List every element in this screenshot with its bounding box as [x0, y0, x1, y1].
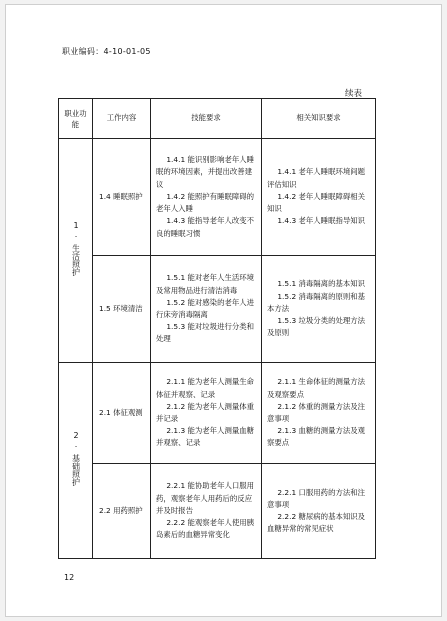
work-content: 1.5 环境清洁 [93, 256, 151, 363]
knowledge-cell [262, 139, 376, 256]
work-content: 2.1 体征观测 [93, 363, 151, 464]
knowledge-cell [262, 464, 376, 559]
knowledge-item: 2.2.1 口服用药的方法和注意事项 [267, 487, 366, 509]
occupation-code: 职业编码：4-10-01-05 [62, 47, 151, 56]
work-content: 2.2 用药照护 [93, 464, 151, 559]
header-skills: 技能要求 [151, 99, 262, 139]
skill-item: 1.5.3 能对垃圾进行分类和处理 [156, 322, 255, 344]
work-content: 1.4 睡眠照护 [93, 139, 151, 256]
knowledge-item: 1.5.3 垃圾分类的处理方法及原则 [267, 316, 366, 338]
knowledge-cell [262, 363, 376, 464]
page-number: 12 [64, 573, 75, 582]
skill-item: 2.1.3 能为老年人测量血糖并观察、记录 [156, 426, 255, 448]
category-name: 基础照护 [71, 453, 81, 486]
skills-cell [151, 464, 262, 559]
skill-item: 1.4.2 能照护有睡眠障碍的老年人入睡 [156, 191, 255, 214]
skill-item: 1.5.1 能对老年人生活环境及常用物品进行清洁消毒 [156, 273, 255, 295]
knowledge-item: 1.5.2 消毒隔离的原则和基本方法 [267, 291, 366, 313]
skill-item: 1.4.1 能识别影响老年人睡眠的环境因素，并提出改善建议 [156, 155, 255, 189]
skill-item: 2.1.1 能为老年人测量生命体征并观察、记录 [156, 377, 255, 399]
knowledge-item: 2.1.2 体重的测量方法及注意事项 [267, 401, 366, 423]
knowledge-cell [262, 256, 376, 363]
table-row [59, 139, 376, 256]
skill-item: 2.1.2 能为老年人测量体重并记录 [156, 401, 255, 423]
knowledge-item: 2.1.1 生命体征的测量方法及观察要点 [267, 377, 366, 399]
table-row [59, 363, 376, 464]
knowledge-item: 2.1.3 血糖的测量方法及观察要点 [267, 426, 366, 448]
header-work-content: 工作内容 [93, 99, 151, 139]
skill-item: 1.5.2 能对感染的老年人进行床旁消毒隔离 [156, 297, 255, 319]
category-basic-care [59, 363, 93, 559]
category-number: 1. [71, 221, 81, 240]
knowledge-item: 1.5.1 消毒隔离的基本知识 [277, 279, 366, 289]
skill-item: 1.4.3 能指导老年人改变不良的睡眠习惯 [156, 216, 255, 238]
table-header-row [59, 99, 376, 139]
knowledge-item: 2.2.2 糖尿病的基本知识及血糖异常的常见症状 [267, 512, 366, 534]
skill-item: 2.2.1 能协助老年人口服用药，观察老年人用药后的反应并及时报告 [156, 481, 255, 515]
skill-item: 2.2.2 能观察老年人使用胰岛素后的血糖异常变化 [156, 518, 255, 540]
knowledge-item: 1.4.3 老年人睡眠指导知识 [277, 216, 366, 226]
skills-table [58, 98, 376, 559]
knowledge-item: 1.4.1 老年人睡眠环境间题评估知识 [267, 167, 366, 189]
category-name: 生活照护 [71, 243, 81, 276]
skills-cell [151, 139, 262, 256]
skills-cell [151, 363, 262, 464]
header-knowledge: 相关知识要求 [262, 99, 376, 139]
knowledge-item: 1.4.2 老年人睡眠障碍相关知识 [267, 191, 366, 214]
header-function: 职业功能 [59, 99, 93, 139]
table-row [59, 256, 376, 363]
continued-label: 续表 [345, 89, 363, 99]
table-row [59, 464, 376, 559]
category-life-care [59, 139, 93, 363]
category-number: 2. [71, 431, 81, 450]
skills-cell [151, 256, 262, 363]
